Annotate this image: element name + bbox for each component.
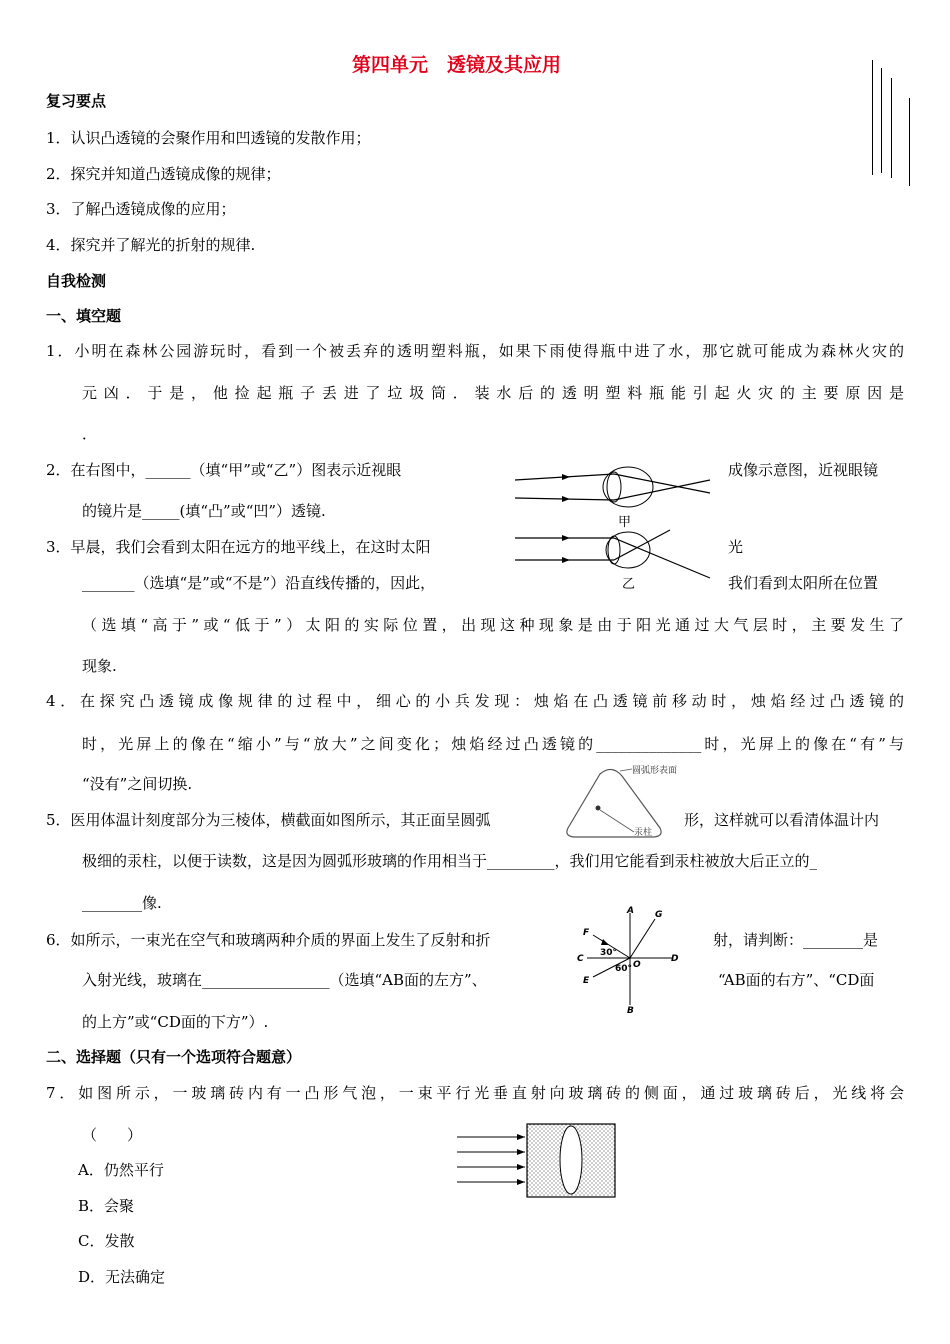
eyeball-jia bbox=[603, 467, 653, 507]
margin-line bbox=[881, 68, 882, 173]
q4-line: 时，光屏上的像在“缩小”与“放大”之间变化；烛焰经过凸透镜的______________时，光屏上的像在“有”与 bbox=[82, 735, 904, 753]
q7-option: C．发散 bbox=[78, 1232, 135, 1250]
label-C: C bbox=[577, 954, 584, 964]
q3-line: （选填“高于”或“低于”）太阳的实际位置，出现这种现象是由于阳光通过大气层时，主要发生了 bbox=[82, 616, 904, 634]
review-item: 4．探究并了解光的折射的规律. bbox=[46, 236, 256, 254]
margin-line bbox=[891, 78, 892, 178]
label-mercury: 汞柱 bbox=[634, 828, 653, 838]
mercury-dot bbox=[596, 806, 601, 811]
q7-option: A．仍然平行 bbox=[78, 1161, 164, 1179]
q6-line: 入射光线，玻璃在_________________（选填“AB面的左方”、 bbox=[82, 971, 487, 989]
label-D: D bbox=[671, 954, 679, 964]
parallel-rays bbox=[457, 1134, 525, 1185]
q5-line: 5．医用体温计刻度部分为三棱体，横截面如图所示，其正面呈圆弧 bbox=[46, 811, 491, 829]
q4-line: 4．在探究凸透镜成像规律的过程中，细心的小兵发现：烛焰在凸透镜前移动时，烛焰经过凸透镜的 bbox=[46, 692, 904, 710]
review-item: 2．探究并知道凸透镜成像的规律； bbox=[46, 165, 281, 183]
label-A: A bbox=[627, 906, 634, 916]
section2-heading: 二、选择题（只有一个选项符合题意） bbox=[46, 1048, 302, 1066]
label-B: B bbox=[627, 1006, 634, 1015]
q3-line: 现象. bbox=[82, 657, 117, 675]
label-jia: 甲 bbox=[618, 515, 632, 530]
glass-brick-figure bbox=[455, 1122, 625, 1202]
q7-line: 7．如图所示，一玻璃砖内有一凸形气泡，一束平行光垂直射向玻璃砖的侧面，通过玻璃砖后，光线将会 bbox=[46, 1084, 904, 1102]
q1-line: ． bbox=[82, 425, 98, 443]
margin-line bbox=[909, 98, 910, 186]
q2-line: 的镜片是_____(填“凸”或“凹”）透镜. bbox=[82, 502, 326, 520]
label-angle-60: 60° bbox=[615, 964, 633, 974]
label-surface: 圆弧形表面 bbox=[632, 766, 678, 776]
q5-line: ________像. bbox=[82, 894, 162, 912]
q4-line: “没有”之间切换. bbox=[82, 775, 193, 793]
q6-line: “AB面的右方”、“CD面 bbox=[718, 971, 875, 989]
q1-line: 元凶．于是，他捡起瓶子丢进了垃圾筒．装水后的透明塑料瓶能引起火灾的主要原因是 bbox=[82, 384, 904, 402]
q5-line: 极细的汞柱，以便于读数，这是因为圆弧形玻璃的作用相当于_________，我们用它能看到汞柱被放大后正立的_ bbox=[82, 852, 818, 870]
q6-line: 6．如所示，一束光在空气和玻璃两种介质的界面上发生了反射和折 bbox=[46, 931, 491, 949]
label-E: E bbox=[583, 976, 590, 986]
q2-line: 成像示意图，近视眼镜 bbox=[728, 461, 879, 479]
q5-line: 形，这样就可以看清体温计内 bbox=[684, 811, 880, 829]
eye-figure bbox=[510, 460, 720, 590]
lens-jia bbox=[607, 472, 621, 502]
q6-line: 射，请判断：________是 bbox=[713, 931, 879, 949]
q3-line: 我们看到太阳所在位置 bbox=[728, 574, 879, 592]
review-heading: 复习要点 bbox=[46, 92, 107, 110]
margin-line bbox=[872, 60, 873, 175]
q3-line: 光 bbox=[728, 538, 744, 556]
label-yi: 乙 bbox=[622, 577, 636, 590]
section1-heading: 一、填空题 bbox=[46, 307, 122, 325]
label-angle-30: 30° bbox=[600, 948, 618, 958]
q1-line: 1．小明在森林公园游玩时，看到一个被丢弃的透明塑料瓶，如果下雨使得瓶中进了水，那它就可能成为森林火灾的 bbox=[46, 342, 904, 360]
q3-line: _______（选填“是”或“不是”）沿直线传播的，因此， bbox=[82, 574, 436, 592]
self-check-heading: 自我检测 bbox=[46, 272, 107, 290]
q7-option: B．会聚 bbox=[78, 1197, 135, 1215]
q7-option: D．无法确定 bbox=[78, 1268, 166, 1286]
page-title: 第四单元 透镜及其应用 bbox=[352, 54, 562, 76]
label-F: F bbox=[583, 928, 590, 938]
review-item: 1．认识凸透镜的会聚作用和凹透镜的发散作用； bbox=[46, 129, 371, 147]
air-bubble bbox=[560, 1126, 582, 1194]
triangle-prism bbox=[567, 769, 661, 837]
label-G: G bbox=[655, 910, 663, 920]
thermometer-cross-section-figure bbox=[560, 760, 700, 840]
label-O: O bbox=[633, 960, 641, 970]
q3-line: 3．早晨，我们会看到太阳在远方的地平线上，在这时太阳 bbox=[46, 538, 431, 556]
q2-line: 2．在右图中，______（填“甲”或“乙”）图表示近视眼 bbox=[46, 461, 402, 479]
q7-paren: （ ） bbox=[82, 1126, 143, 1144]
refraction-figure bbox=[575, 905, 685, 1015]
review-item: 3．了解凸透镜成像的应用； bbox=[46, 200, 236, 218]
q6-line: 的上方”或“CD面的下方”）. bbox=[82, 1013, 269, 1031]
